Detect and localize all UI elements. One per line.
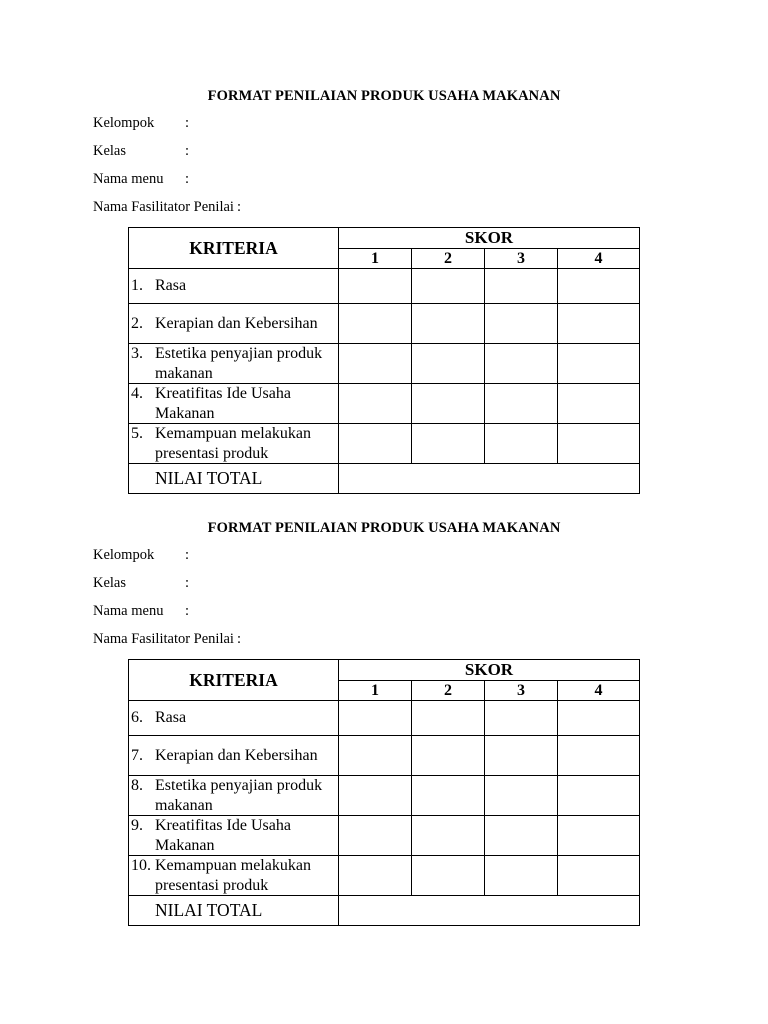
field-nama-fasilitator [93,631,241,648]
score-cell[interactable] [412,736,485,776]
score-cell[interactable] [485,304,558,344]
score-cell[interactable] [412,776,485,816]
criteria-cell [129,856,339,896]
kriteria-header: KRITERIA [129,660,339,701]
criteria-number: 10. [131,857,151,874]
criteria-number: 7. [131,746,143,764]
score-cell[interactable] [558,304,640,344]
field-label: Kelompok [93,547,155,563]
total-value-cell[interactable] [339,896,640,926]
score-cell[interactable] [412,856,485,896]
criteria-number: 8. [131,777,143,794]
field-colon: : [236,631,241,647]
score-cell[interactable] [485,776,558,816]
field-kelompok [93,115,190,132]
table-row [129,701,640,736]
field-label: Nama Fasilitator Penilai [93,199,234,215]
criteria-number: 5. [131,425,143,442]
score-cell[interactable] [339,816,412,856]
score-cell[interactable] [485,701,558,736]
score-column-header: 1 [339,681,412,701]
score-cell[interactable] [558,776,640,816]
criteria-number: 1. [131,277,143,295]
field-nama-fasilitator [93,199,241,216]
score-column-header: 1 [339,249,412,269]
skor-header: SKOR [339,660,640,681]
criteria-text: Kerapian dan Kebersihan [155,746,318,764]
field-label: Nama menu [93,603,164,619]
criteria-cell [129,736,339,776]
table-row [129,736,640,776]
criteria-cell [129,384,339,424]
criteria-text: Estetika penyajian produk makanan [155,777,323,814]
kriteria-header: KRITERIA [129,228,339,269]
score-cell[interactable] [485,344,558,384]
criteria-cell [129,344,339,384]
field-colon: : [185,603,190,619]
score-cell[interactable] [558,816,640,856]
field-label: Nama menu [93,171,164,187]
score-cell[interactable] [412,816,485,856]
table-row [129,344,640,384]
criteria-number: 4. [131,385,143,402]
score-cell[interactable] [558,269,640,304]
criteria-text: Rasa [155,277,187,295]
score-cell[interactable] [485,384,558,424]
criteria-cell [129,304,339,344]
score-cell[interactable] [339,776,412,816]
score-cell[interactable] [412,304,485,344]
field-colon: : [185,547,190,563]
field-label: Kelas [93,575,127,591]
field-kelompok [93,547,190,564]
score-column-header: 4 [558,681,640,701]
score-cell[interactable] [339,344,412,384]
score-cell[interactable] [558,424,640,464]
score-cell[interactable] [485,424,558,464]
field-colon: : [185,171,190,187]
total-label: NILAI TOTAL [129,464,339,494]
criteria-cell [129,776,339,816]
form-title: FORMAT PENILAIAN PRODUK USAHA MAKANAN [207,88,561,104]
field-kelas [93,143,190,160]
total-label: NILAI TOTAL [129,896,339,926]
score-column-header: 3 [485,681,558,701]
score-cell[interactable] [339,856,412,896]
field-colon: : [185,575,190,591]
score-column-header: 3 [485,249,558,269]
skor-header: SKOR [339,228,640,249]
criteria-cell [129,424,339,464]
criteria-number: 6. [131,709,143,727]
score-cell[interactable] [485,856,558,896]
score-cell[interactable] [339,736,412,776]
criteria-number: 2. [131,314,143,332]
score-cell[interactable] [339,269,412,304]
criteria-text: Kemampuan melakukan presentasi produk [155,857,311,894]
criteria-text: Kemampuan melakukan presentasi produk [155,425,311,462]
score-cell[interactable] [412,269,485,304]
score-cell[interactable] [558,344,640,384]
field-nama-menu [93,171,190,188]
total-row [129,464,640,494]
criteria-text: Kreatifitas Ide Usaha Makanan [155,385,291,422]
criteria-text: Rasa [155,709,187,727]
score-cell[interactable] [412,344,485,384]
field-label: Kelas [93,143,127,159]
table-row [129,269,640,304]
field-colon: : [236,199,241,215]
score-column-header: 2 [412,681,485,701]
score-cell[interactable] [485,736,558,776]
table-row [129,816,640,856]
field-label: Nama Fasilitator Penilai [93,631,234,647]
score-column-header: 4 [558,249,640,269]
table-row [129,384,640,424]
field-nama-menu [93,603,190,620]
total-value-cell[interactable] [339,464,640,494]
field-kelas [93,575,190,592]
score-cell[interactable] [412,384,485,424]
form-title: FORMAT PENILAIAN PRODUK USAHA MAKANAN [207,520,561,536]
criteria-number: 3. [131,345,143,362]
score-cell[interactable] [558,701,640,736]
score-column-header: 2 [412,249,485,269]
score-cell[interactable] [485,269,558,304]
score-cell[interactable] [558,736,640,776]
score-cell[interactable] [558,856,640,896]
criteria-cell [129,269,339,304]
criteria-text: Kerapian dan Kebersihan [155,314,318,332]
score-cell[interactable] [412,701,485,736]
score-cell[interactable] [412,424,485,464]
criteria-number: 9. [131,817,143,834]
criteria-text: Estetika penyajian produk makanan [155,345,323,382]
score-cell[interactable] [339,304,412,344]
field-label: Kelompok [93,115,155,131]
score-cell[interactable] [485,816,558,856]
score-cell[interactable] [339,384,412,424]
table-row [129,304,640,344]
score-cell[interactable] [339,424,412,464]
table-row [129,424,640,464]
assessment-table [128,227,640,494]
table-row [129,776,640,816]
score-cell[interactable] [558,384,640,424]
score-cell[interactable] [339,701,412,736]
total-row [129,896,640,926]
field-colon: : [185,115,190,131]
criteria-cell [129,701,339,736]
field-colon: : [185,143,190,159]
assessment-table [128,659,640,926]
criteria-text: Kreatifitas Ide Usaha Makanan [155,817,291,854]
table-row [129,856,640,896]
criteria-cell [129,816,339,856]
